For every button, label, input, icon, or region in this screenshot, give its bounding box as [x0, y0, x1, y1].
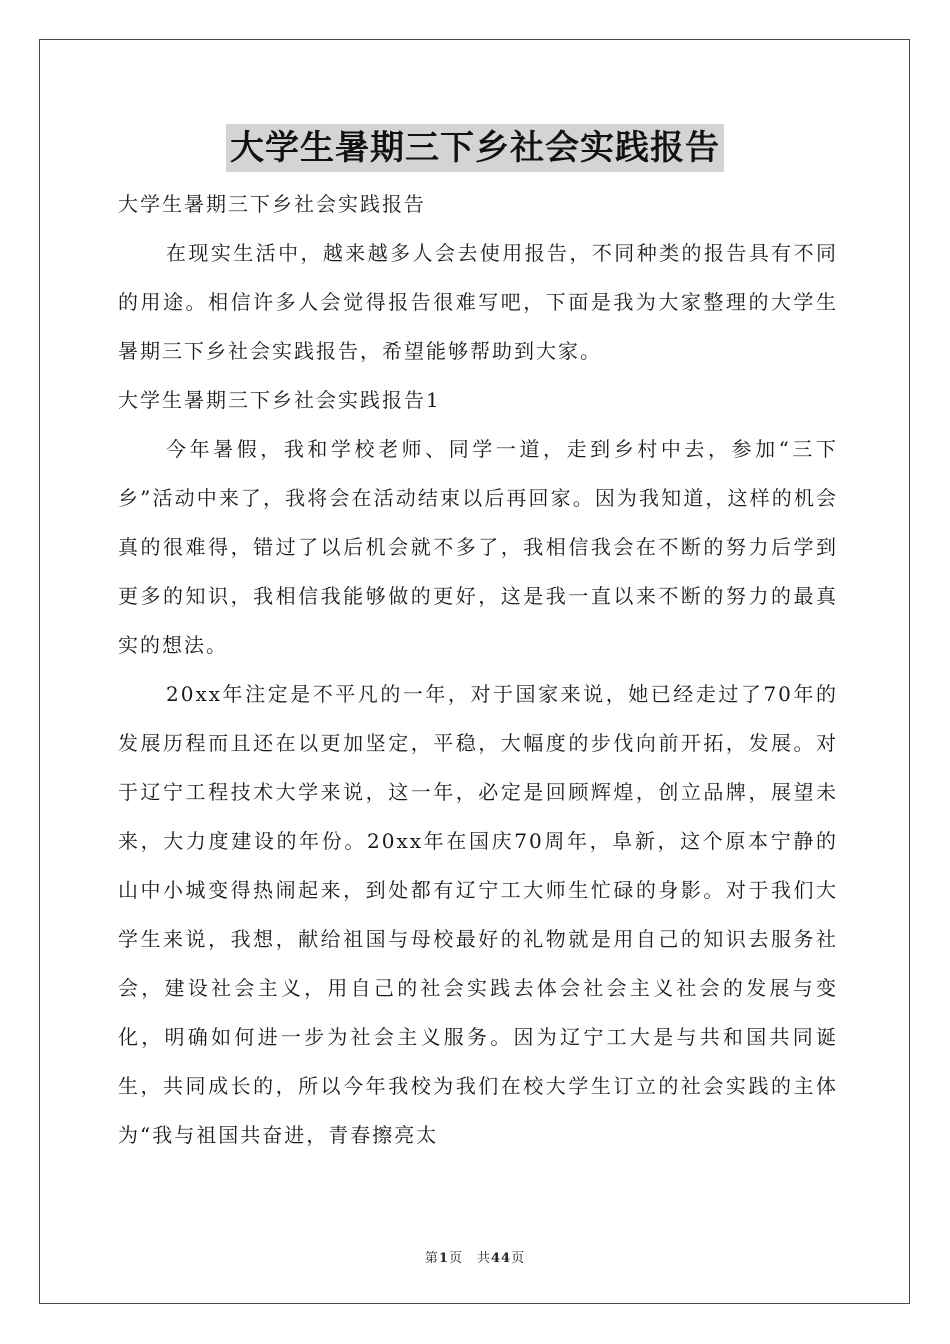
body-paragraph: 今年暑假，我和学校老师、同学一道，走到乡村中去，参加“三下乡”活动中来了，我将会在活动结束以后再回家。因为我知道，这样的机会真的很难得，错过了以后机会就不多了，我相信我会在不断的努力后学到更多的知识，我相信我能够做的更好，这是我一直以来不断的努力的最真实的想法。 [118, 437, 838, 657]
page-footer [0, 1247, 950, 1266]
body-paragraph: 20xx年注定是不平凡的一年，对于国家来说，她已经走过了70年的发展历程而且还在以更加坚定，平稳，大幅度的步伐向前开拓，发展。对于辽宁工程技术大学来说，这一年，必定是回顾辉煌，创立品牌，展望未来，大力度建设的年份。20xx年在国庆70周年，阜新，这个原本宁静的山中小城变得热闹起来，到处都有辽宁工大师生忙碌的身影。对于我们大学生来说，我想，献给祖国与母校最好的礼物就是用自己的知识去服务社会，建设社会主义，用自己的社会实践去体会社会主义社会的发展与变化，明确如何进一步为社会主义服务。因为辽宁工大是与共和国共同诞生，共同成长的，所以今年我校为我们在校大学生订立的社会实践的主体为“我与祖国共奋进，青春擦亮太 [118, 682, 838, 1147]
page-mid: 页 共 [448, 1251, 491, 1266]
document-title: 大学生暑期三下乡社会实践报告 [226, 124, 724, 172]
intro-paragraph: 在现实生活中，越来越多人会去使用报告，不同种类的报告具有不同的用途。相信许多人会觉得报告很难写吧，下面是我为大家整理的大学生暑期三下乡社会实践报告，希望能够帮助到大家。 [118, 241, 838, 363]
page-prefix: 第 [424, 1251, 439, 1266]
title-wrap [0, 124, 950, 172]
document-body [118, 180, 838, 1160]
section-heading: 大学生暑期三下乡社会实践报告1 [118, 388, 441, 412]
current-page-number: 1 [438, 1251, 449, 1266]
page-suffix: 页 [511, 1251, 526, 1266]
total-page-number: 44 [490, 1251, 512, 1266]
document-subtitle: 大学生暑期三下乡社会实践报告 [118, 192, 426, 216]
